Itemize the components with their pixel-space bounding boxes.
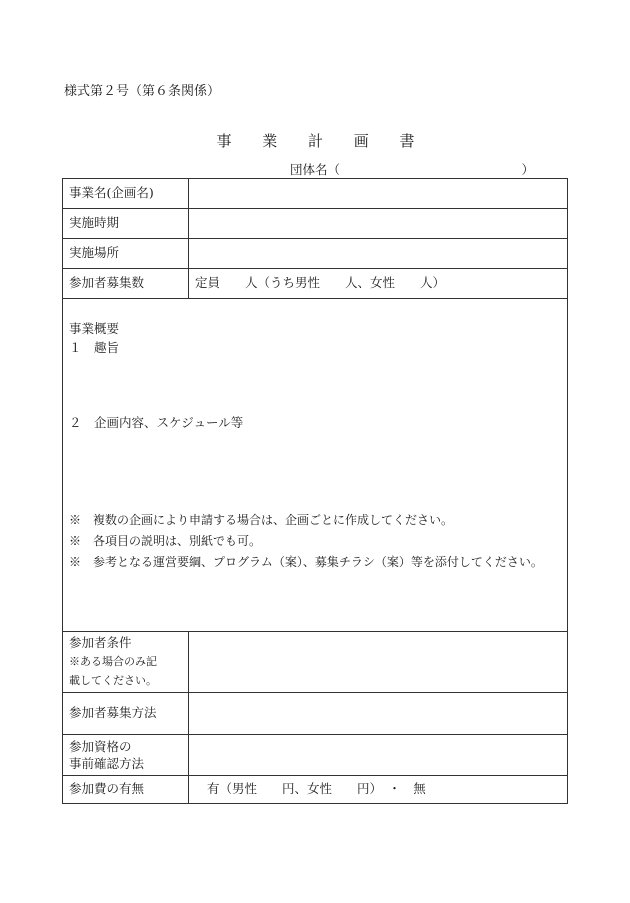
fee-field[interactable]: 有（男性 円、女性 円） ・ 無 [189, 776, 568, 804]
conditions-field[interactable] [189, 632, 568, 693]
row-conditions [63, 632, 568, 693]
overview-note: ※ 各項目の説明は、別紙でも可。 [69, 533, 262, 548]
overview-heading: 事業概要 [69, 321, 120, 336]
period-label: 実施時期 [63, 209, 189, 239]
row-event-name [63, 179, 568, 209]
overview-note: ※ 複数の企画により申請する場合は、企画ごとに作成してください。 [69, 512, 454, 527]
row-recruit-method [63, 693, 568, 735]
conditions-label: 参加者条件 [69, 635, 132, 650]
conditions-label-cell [63, 632, 189, 693]
row-overview [63, 299, 568, 632]
overview-note: ※ 参考となる運営要綱、プログラム（案）、募集チラシ（案）等を添付してください。 [69, 555, 543, 569]
recruit-count-label: 参加者募集数 [63, 269, 189, 299]
qualification-label: 事前確認方法 [69, 755, 145, 771]
conditions-note: 載してください。 [69, 674, 157, 688]
place-label: 実施場所 [63, 239, 189, 269]
row-qualification-check [63, 735, 568, 776]
overview-section-content: ２ 企画内容、スケジュール等 [69, 414, 244, 430]
qualification-label: 参加資格の [69, 739, 132, 754]
document-title: 事 業 計 画 書 [216, 132, 428, 150]
recruit-method-label: 参加者募集方法 [63, 693, 189, 735]
row-place [63, 239, 568, 269]
row-period [63, 209, 568, 239]
overview-section-purpose: １ 趣旨 [69, 339, 120, 355]
place-field[interactable] [189, 239, 568, 269]
overview-notes [69, 512, 561, 571]
organization-label: 団体名（ [290, 162, 341, 177]
organization-name-line [290, 160, 538, 178]
form-number: 様式第２号（第６条関係） [64, 84, 221, 99]
event-name-field[interactable] [189, 179, 568, 209]
overview-cell[interactable] [63, 299, 568, 632]
event-name-label: 事業名(企画名) [63, 179, 189, 209]
qualification-label-cell [63, 735, 189, 776]
plan-form-table [62, 178, 568, 804]
conditions-note: ※ある場合のみ記 [69, 654, 157, 668]
qualification-field[interactable] [189, 735, 568, 776]
row-recruit-count [63, 269, 568, 299]
fee-label: 参加費の有無 [63, 776, 189, 804]
recruit-method-field[interactable] [189, 693, 568, 735]
organization-close-paren: ） [521, 162, 534, 177]
recruit-count-field[interactable]: 定員 人（うち男性 人、女性 人） [189, 269, 568, 299]
period-field[interactable] [189, 209, 568, 239]
row-fee [63, 776, 568, 804]
